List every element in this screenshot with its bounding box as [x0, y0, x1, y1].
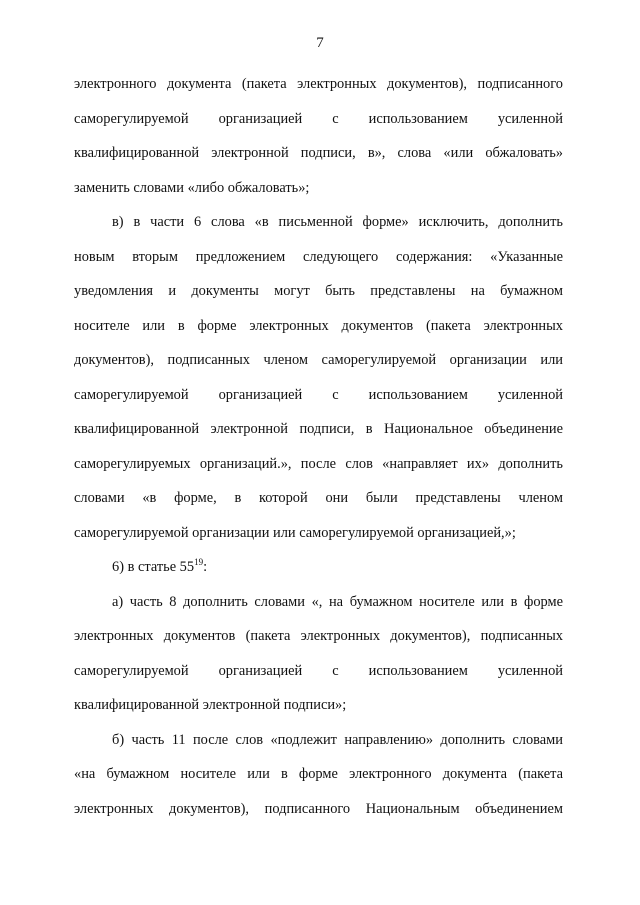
text-line: документов), подписанных членом саморегулируемой организации или — [74, 352, 563, 368]
text-line: электронных документов (пакета электронных документов), подписанных — [74, 628, 563, 644]
text-line: словами «в форме, в которой они были представлены членом — [74, 490, 563, 506]
page-number: 7 — [316, 35, 324, 51]
text-line: саморегулируемой организацией с использованием усиленной — [74, 110, 563, 127]
text-line: саморегулируемой организации или саморегулируемой организацией,»; — [74, 524, 516, 541]
text-line: квалифицированной электронной подписи»; — [74, 697, 347, 713]
article-number-superscript: 19 — [194, 557, 204, 567]
body-text — [74, 67, 563, 826]
article-heading-colon: : — [203, 559, 208, 575]
paragraph-start-line: в) в части 6 слова «в письменной форме» исключить, дополнить — [112, 214, 563, 230]
text-line: электронного документа (пакета электронных документов), подписанного — [74, 76, 563, 92]
text-line: новым вторым предложением следующего содержания: «Указанные — [74, 248, 563, 265]
text-line: «на бумажном носителе или в форме электронного документа (пакета — [74, 766, 563, 782]
text-line: заменить словами «либо обжаловать»; — [74, 179, 310, 196]
article-heading-text: 6) в статье 55 — [112, 559, 195, 575]
paragraph-start-line: б) часть 11 после слов «подлежит направлению» дополнить словами — [112, 731, 563, 748]
text-line: саморегулируемой организацией с использованием усиленной — [74, 662, 563, 679]
text-line: квалифицированной электронной подписи, в Национальное объединение — [74, 421, 563, 437]
text-line: электронных документов), подписанного Национальным объединением — [74, 800, 563, 817]
paragraph-start-line: а) часть 8 дополнить словами «, на бумажном носителе или в форме — [112, 593, 563, 610]
text-line: саморегулируемых организаций.», после слов «направляет их» дополнить — [74, 455, 563, 472]
article-heading-line — [74, 550, 563, 585]
text-line: квалифицированной электронной подписи, в», слова «или обжаловать» — [74, 145, 563, 161]
text-line: уведомления и документы могут быть представлены на бумажном — [74, 283, 563, 299]
text-line: саморегулируемой организацией с использованием усиленной — [74, 386, 563, 403]
text-line: носителе или в форме электронных документов (пакета электронных — [74, 317, 563, 334]
